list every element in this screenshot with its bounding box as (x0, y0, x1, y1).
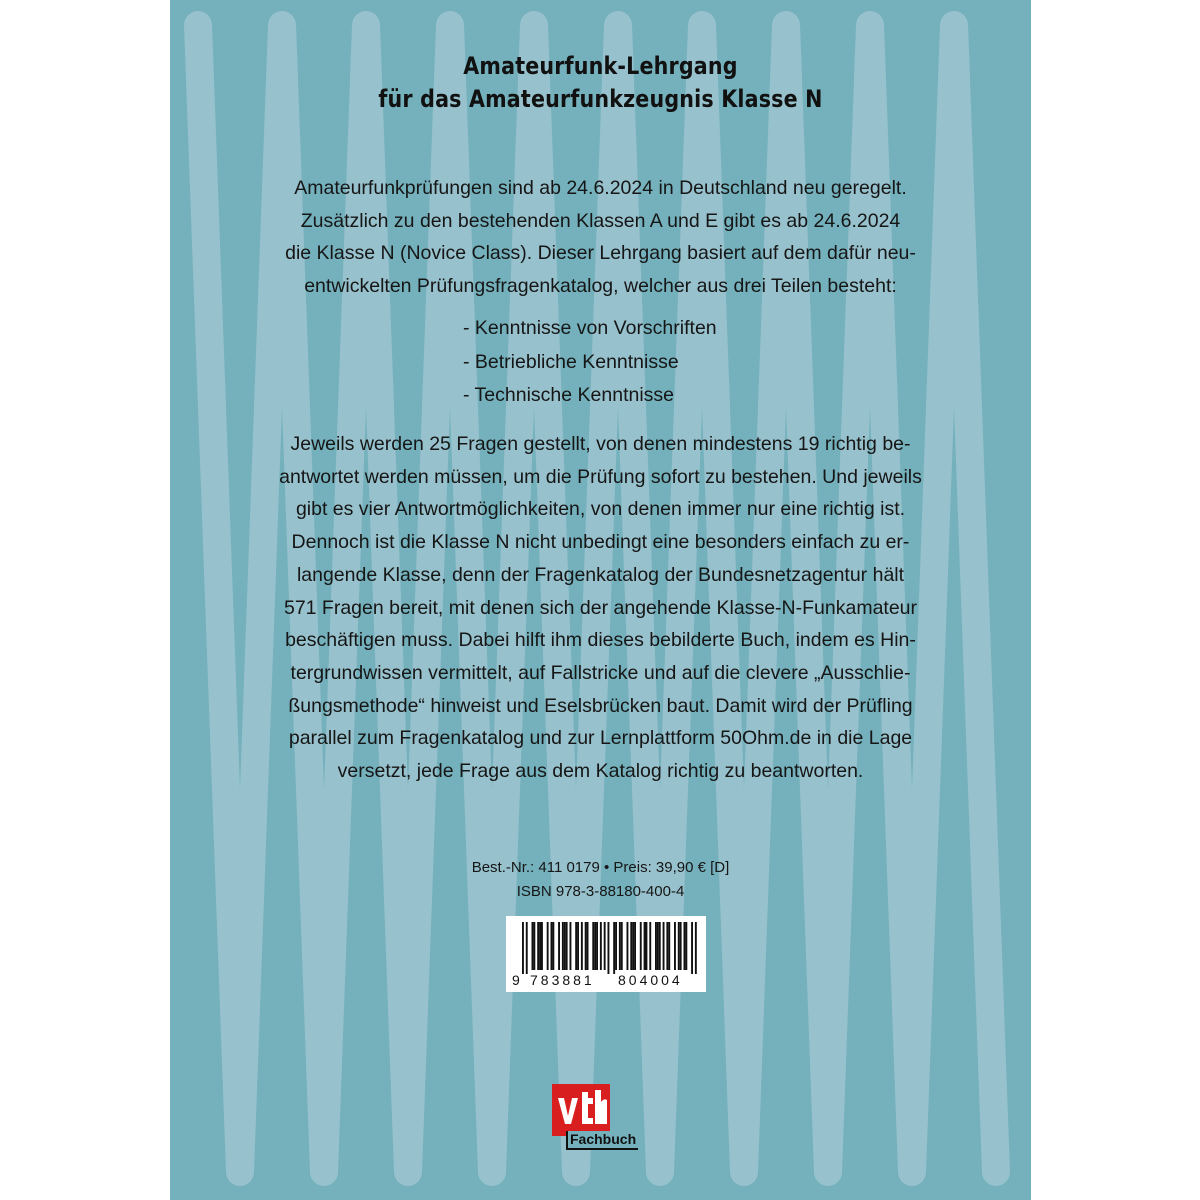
publisher-logo (552, 1084, 656, 1152)
description-line: parallel zum Fragenkatalog und zur Lernplattform 50Ohm.de in die Lage (288, 727, 913, 750)
description-line: gibt es vier Antwortmöglichkeiten, von denen immer nur eine richtig ist. (295, 498, 906, 521)
intro-line: Amateurfunkprüfungen sind ab 24.6.2024 in Deutschland neu geregelt. (294, 177, 907, 199)
barcode-left-group: 783881 (530, 972, 595, 988)
description-line: antwortet werden müssen, um die Prüfung sofort zu bestehen. Und jeweils (279, 465, 922, 488)
description-line: 571 Fragen bereit, mit denen sich der angehende Klasse-N-Funkamateur (283, 596, 918, 619)
description-paragraph (170, 428, 1031, 788)
book-title (230, 50, 970, 116)
order-number-price: Best.-Nr.: 411 0179 • Preis: 39,90 € [D] (471, 859, 730, 876)
description-line: langende Klasse, denn der Fragenkatalog der Bundesnetzagentur hält (296, 563, 905, 586)
title-line-1: Amateurfunk-Lehrgang (463, 52, 738, 80)
intro-line: die Klasse N (Novice Class). Dieser Lehrgang basiert auf dem dafür neu- (285, 242, 916, 265)
intro-line: Zusätzlich zu den bestehenden Klassen A und E gibt es ab 24.6.2024 (300, 209, 901, 232)
list-item: - Kenntnisse von Vorschriften (463, 317, 717, 339)
list-item: - Technische Kenntnisse (463, 384, 675, 406)
exam-parts-list (463, 312, 717, 413)
barcode-lead-digit: 9 (512, 972, 520, 988)
barcode (506, 916, 706, 992)
vth-logo-icon (552, 1084, 610, 1136)
isbn: ISBN 978-3-88180-400-4 (516, 883, 685, 900)
order-info (170, 856, 1031, 904)
book-back-cover (170, 0, 1031, 1200)
description-line: Jeweils werden 25 Fragen gestellt, von denen mindestens 19 richtig be- (290, 433, 911, 455)
description-line: tergrundwissen vermittelt, auf Fallstricke und auf die clevere „Ausschlie- (290, 661, 911, 684)
description-line: Dennoch ist die Klasse N nicht unbedingt eine besonders einfach zu er- (291, 531, 910, 554)
publisher-label: Fachbuch (566, 1131, 638, 1150)
description-line: versetzt, jede Frage aus dem Katalog richtig zu beantworten. (337, 760, 864, 783)
description-line: beschäftigen muss. Dabei hilft ihm dieses bebilderte Buch, indem es Hin- (285, 629, 916, 652)
barcode-right-group: 804004 (618, 972, 683, 988)
intro-line: entwickelten Prüfungsfragenkatalog, welcher aus drei Teilen besteht: (304, 275, 897, 298)
list-item: - Betriebliche Kenntnisse (463, 350, 679, 373)
description-line: ßungsmethode“ hinweist und Eselsbrücken baut. Damit wird der Prüfling (288, 694, 913, 717)
title-line-2: für das Amateurfunkzeugnis Klasse N (378, 85, 823, 113)
intro-paragraph (170, 172, 1031, 303)
